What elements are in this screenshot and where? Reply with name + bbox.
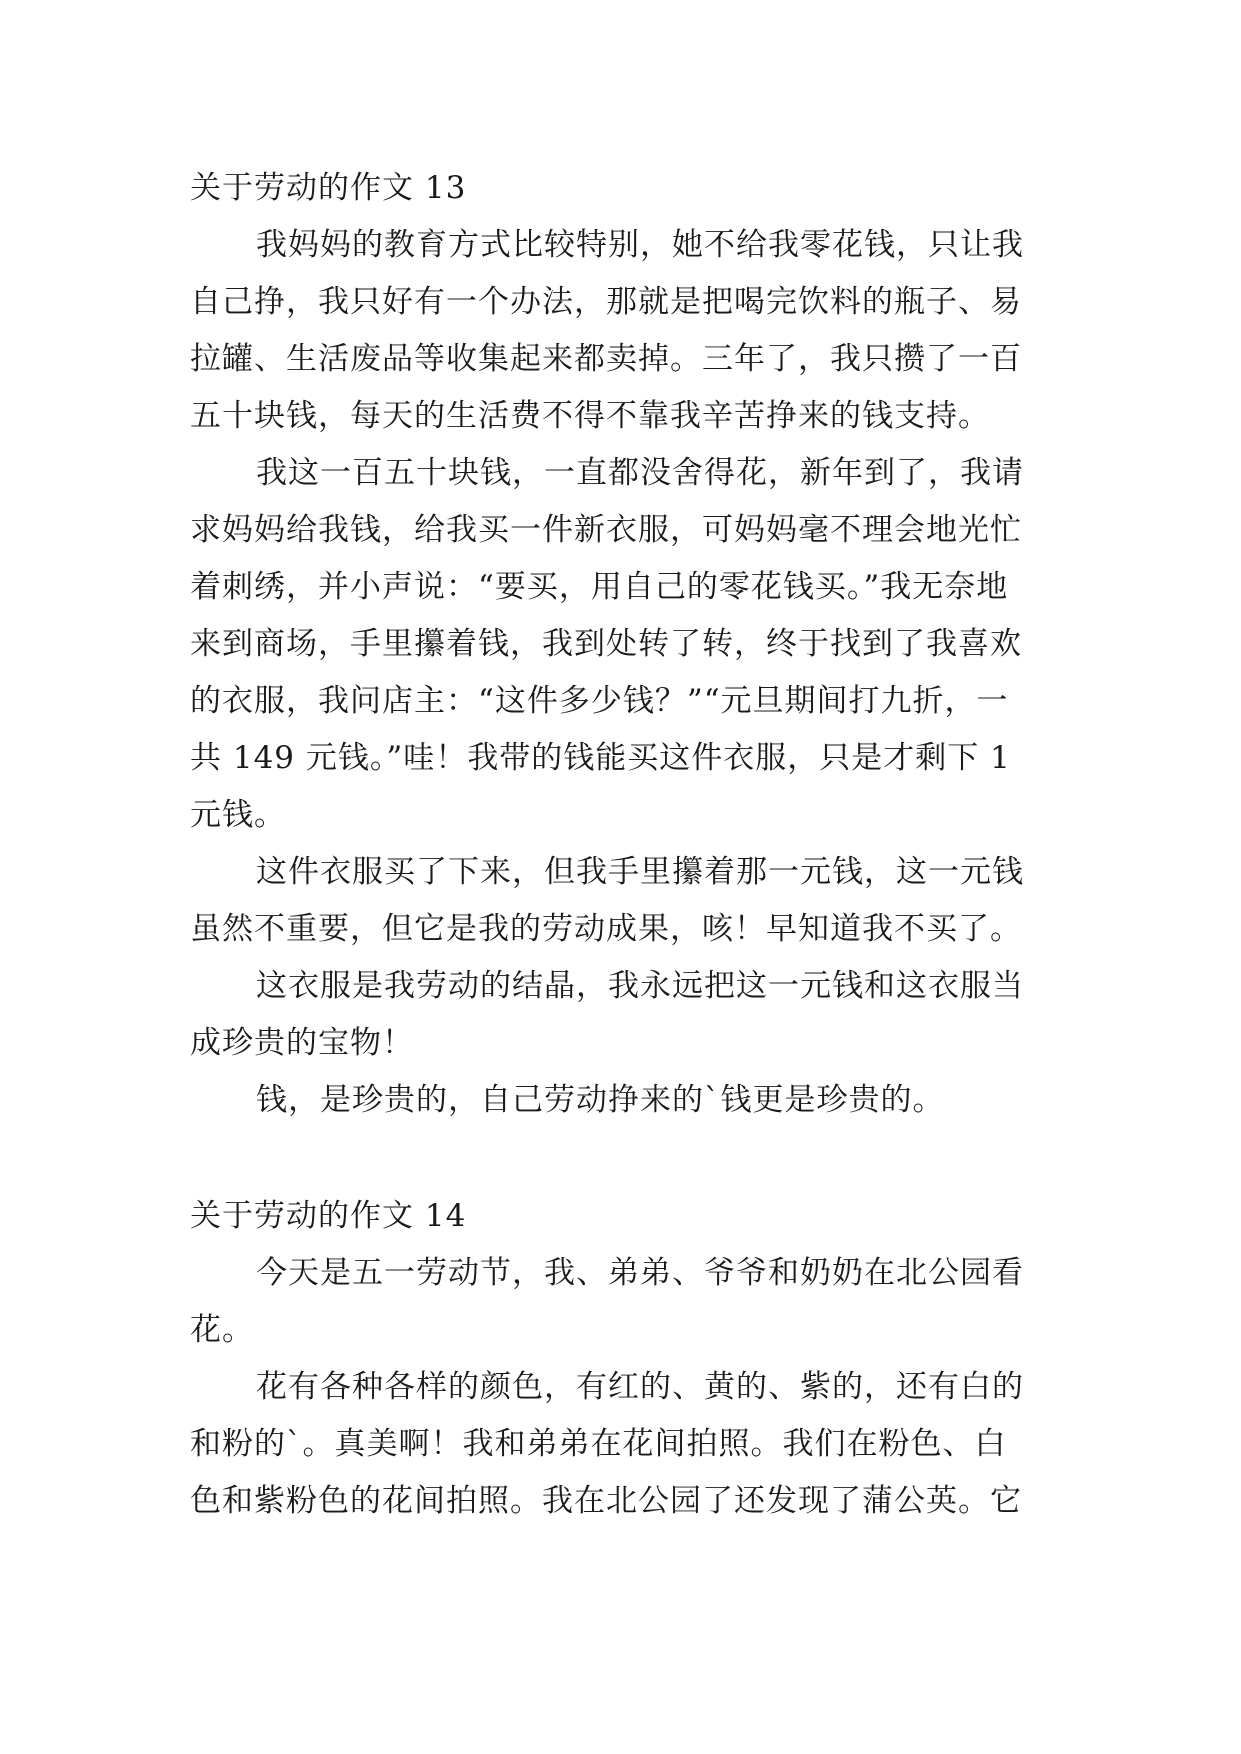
essay-13-line: 自己挣，我只好有一个办法，那就是把喝完饮料的瓶子、易: [190, 284, 1022, 320]
essay-14-line: 花。: [190, 1312, 254, 1348]
essay-13-line: 钱，是珍贵的，自己劳动挣来的`钱更是珍贵的。: [256, 1082, 945, 1118]
essay-14-line: 花有各种各样的颜色，有红的、黄的、紫的，还有白的: [256, 1369, 1024, 1405]
essay-13-line: 我这一百五十块钱，一直都没舍得花，新年到了，我请: [256, 455, 1024, 491]
essay-13-line: 拉罐、生活废品等收集起来都卖掉。三年了，我只攒了一百: [190, 341, 1022, 377]
essay-13-line: 共 149 元钱。”哇！我带的钱能买这件衣服，只是才剩下 1: [190, 740, 1011, 776]
essay-13-line: 成珍贵的宝物！: [190, 1025, 414, 1061]
essay-13-line: 的衣服，我问店主：“这件多少钱？”“元旦期间打九折，一: [190, 683, 1009, 719]
essay-13-line: 求妈妈给我钱，给我买一件新衣服，可妈妈毫不理会地光忙: [190, 512, 1022, 548]
essay-13-line: 虽然不重要，但它是我的劳动成果，咳！早知道我不买了。: [190, 911, 1022, 947]
essay-14-line: 和粉的`。真美啊！我和弟弟在花间拍照。我们在粉色、白: [190, 1426, 1007, 1462]
essay-13-line: 我妈妈的教育方式比较特别，她不给我零花钱，只让我: [256, 227, 1024, 263]
essay-14-line: 色和紫粉色的花间拍照。我在北公园了还发现了蒲公英。它: [190, 1483, 1022, 1519]
essay-13-line: 着刺绣，并小声说：“要买，用自己的零花钱买。”我无奈地: [190, 569, 1009, 605]
essay-13-line: 元钱。: [190, 797, 286, 833]
essay-14-heading: 关于劳动的作文 14: [190, 1198, 467, 1234]
essay-13-line: 来到商场，手里攥着钱，我到处转了转，终于找到了我喜欢: [190, 626, 1022, 662]
essay-13-heading: 关于劳动的作文 13: [190, 170, 467, 206]
essay-13-line: 这衣服是我劳动的结晶，我永远把这一元钱和这衣服当: [256, 968, 1024, 1004]
essay-13-line: 五十块钱，每天的生活费不得不靠我辛苦挣来的钱支持。: [190, 398, 990, 434]
essay-14-line: 今天是五一劳动节，我、弟弟、爷爷和奶奶在北公园看: [256, 1255, 1024, 1291]
essay-13-line: 这件衣服买了下来，但我手里攥着那一元钱，这一元钱: [256, 854, 1024, 890]
